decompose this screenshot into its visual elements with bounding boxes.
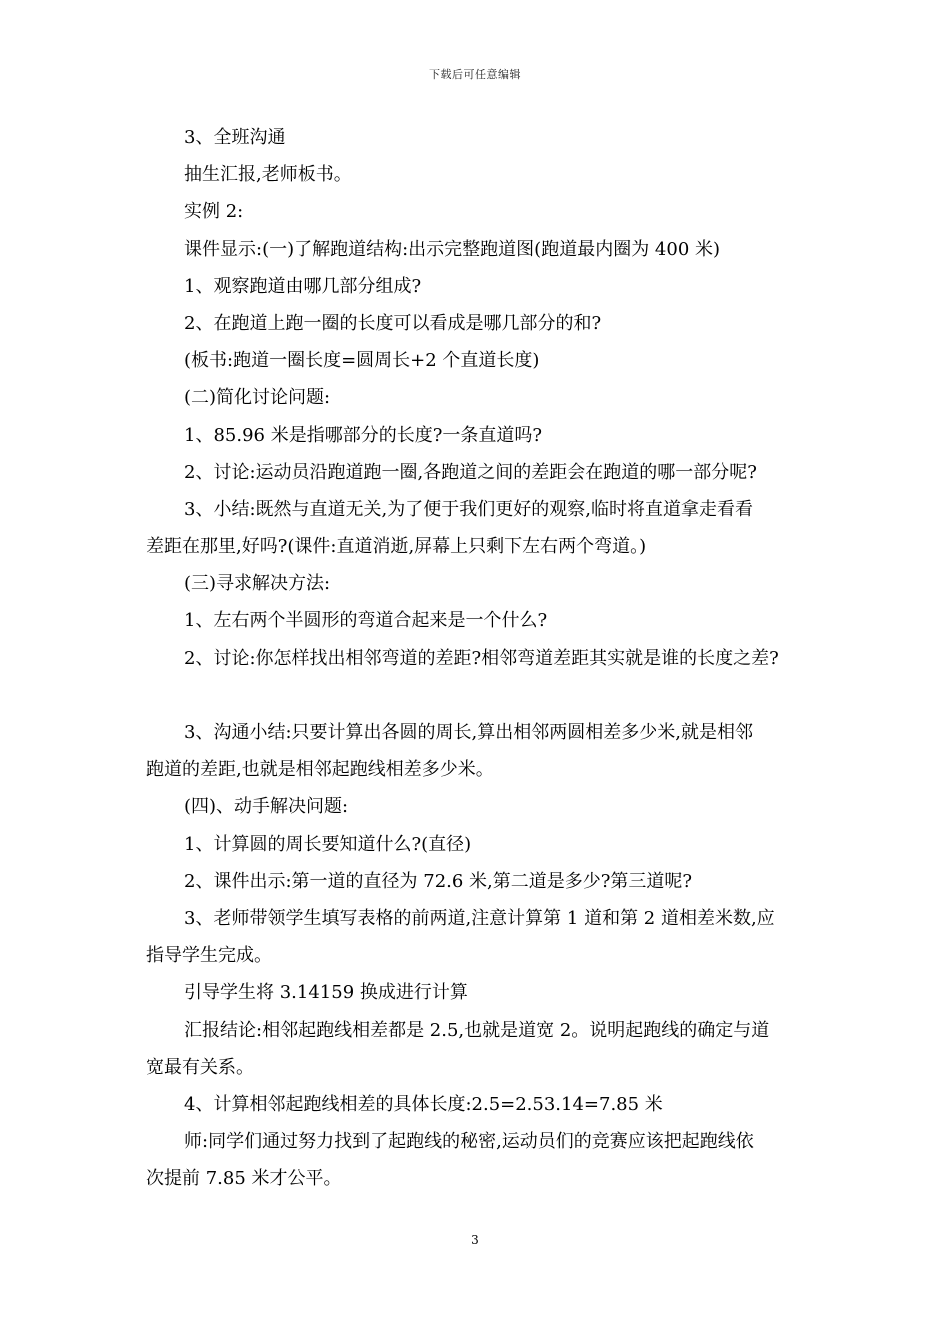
blank-line xyxy=(146,684,818,721)
paragraph-line: (四)、动手解决问题: xyxy=(184,796,349,818)
paragraph-line: 3、小结:既然与直道无关,为了便于我们更好的观察,临时将直道拿走看看 xyxy=(184,498,753,520)
paragraph-continuation-line: 差距在那里,好吗?(课件:直道消逝,屏幕上只剩下左右两个弯道。) xyxy=(146,536,647,558)
paragraph-continuation-line: 指导学生完成。 xyxy=(146,945,272,967)
paragraph-line: 引导学生将 3.14159 换成进行计算 xyxy=(184,982,468,1004)
paragraph-line: 3、沟通小结:只要计算出各圆的周长,算出相邻两圆相差多少米,就是相邻 xyxy=(184,722,753,743)
paragraph-line: 1、85.96 米是指哪部分的长度?一条直道吗? xyxy=(184,424,543,446)
paragraph-line: 3、全班沟通 xyxy=(184,127,286,148)
paragraph-continuation-line: 宽最有关系。 xyxy=(146,1056,254,1078)
paragraph-line: 实例 2: xyxy=(184,201,244,223)
paragraph-line: 课件显示:(一)了解跑道结构:出示完整跑道图(跑道最内圈为 400 米) xyxy=(184,238,721,260)
paragraph-line: 汇报结论:相邻起跑线相差都是 2.5,也就是道宽 2。说明起跑线的确定与道 xyxy=(184,1019,770,1041)
paragraph-line: 2、在跑道上跑一圈的长度可以看成是哪几部分的和? xyxy=(184,312,602,334)
paragraph-line: 抽生汇报,老师板书。 xyxy=(184,164,352,186)
paragraph-continuation-line: 次提前 7.85 米才公平。 xyxy=(146,1168,342,1190)
document-body xyxy=(146,126,818,1204)
paragraph-line: (二)简化讨论问题: xyxy=(184,387,331,409)
paragraph-line: 2、讨论:你怎样找出相邻弯道的差距?相邻弯道差距其实就是谁的长度之差? xyxy=(184,647,779,669)
paragraph-line: 4、计算相邻起跑线相差的具体长度:2.5=2.53.14=7.85 米 xyxy=(184,1093,663,1115)
page-number: 3 xyxy=(471,1233,479,1247)
page-header: 下载后可任意编辑 xyxy=(429,68,521,81)
paragraph-line: 3、老师带领学生填写表格的前两道,注意计算第 1 道和第 2 道相差米数,应 xyxy=(184,907,775,929)
paragraph-line: 2、课件出示:第一道的直径为 72.6 米,第二道是多少?第三道呢? xyxy=(184,870,693,892)
paragraph-line: 师:同学们通过努力找到了起跑线的秘密,运动员们的竞赛应该把起跑线依 xyxy=(184,1131,754,1153)
paragraph-line: (三)寻求解决方法: xyxy=(184,573,331,595)
paragraph-line: 1、左右两个半圆形的弯道合起来是一个什么? xyxy=(184,610,548,632)
paragraph-continuation-line: 跑道的差距,也就是相邻起跑线相差多少米。 xyxy=(146,759,494,781)
paragraph-line: 2、讨论:运动员沿跑道跑一圈,各跑道之间的差距会在跑道的哪一部分呢? xyxy=(184,461,757,483)
paragraph-line: 1、观察跑道由哪几部分组成? xyxy=(184,275,422,297)
paragraph-line: (板书:跑道一圈长度=圆周长+2 个直道长度) xyxy=(184,350,540,372)
paragraph-line: 1、计算圆的周长要知道什么?(直径) xyxy=(184,833,472,855)
